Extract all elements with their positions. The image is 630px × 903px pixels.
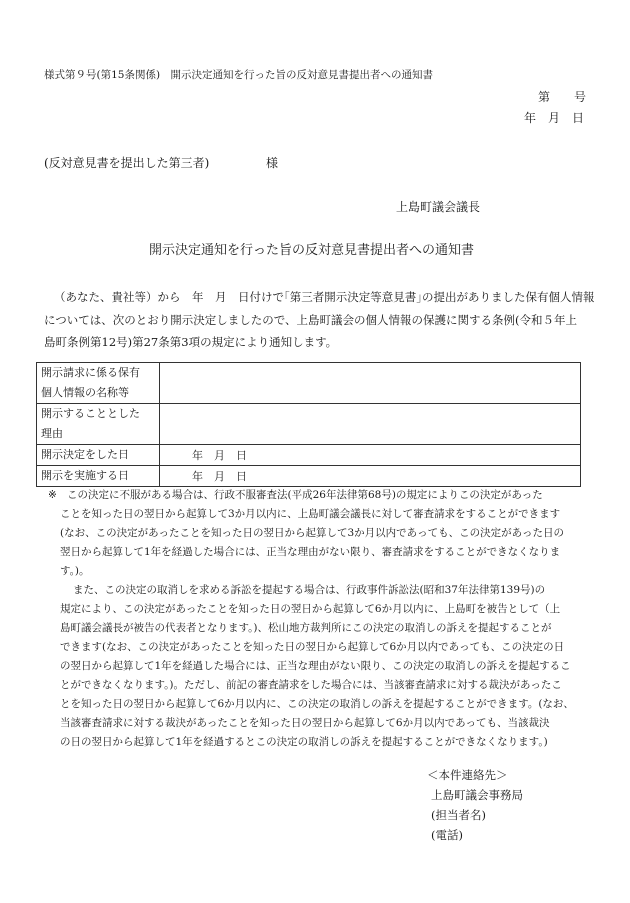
body-line-1: （あなた、貴社等）から 年 月 日付けで｢第三者開示決定等意見書｣の提出がありました保有個人情報 (54, 290, 595, 304)
table-label-line: 開示することとした (41, 407, 140, 420)
note-line: 当該審査請求に対する裁決があったことを知った日の翌日から起算して6か月以内であっても、当該裁決 (60, 717, 550, 729)
document-title: 開示決定通知を行った旨の反対意見書提出者への通知書 (149, 243, 475, 258)
table-value (160, 363, 581, 404)
note-line: とを知った日の翌日から起算して6か月以内に、この決定の取消しの訴えを提起することができます。(なお、 (60, 698, 574, 710)
note-line: 島町議会議長が被告の代表者となります。)、松山地方裁判所にこの決定の取消しの訴えを提起することが (60, 622, 552, 634)
contact-heading: ＜本件連絡先＞ (427, 768, 508, 782)
note-line: できます(なお、この決定があったことを知った日の翌日から起算して6か月以内であっても、この決定の日 (60, 641, 565, 653)
table-row (37, 445, 581, 466)
contact-office: 上島町議会事務局 (431, 788, 523, 802)
table-value (160, 404, 581, 445)
table-label-line: 開示請求に係る保有 (41, 366, 140, 379)
note-line: とができなくなります。)。ただし、前記の審査請求をした場合には、当該審査請求に対する裁決があったこ (60, 679, 562, 691)
contact-phone: (電話) (431, 828, 463, 842)
note-line: また、この決定の取消しを求める訴訟を提起する場合は、行政事件訴訟法(昭和37年法律第139号)の (73, 584, 546, 596)
addressee-honorific: 様 (266, 156, 279, 170)
note-line: ことを知った日の翌日から起算して3か月以内に、上島町議会議長に対して審査請求をすることができます (60, 508, 561, 520)
addressee-name: (反対意見書を提出した第三者) (44, 156, 210, 170)
table-label: 開示決定をした日 (37, 445, 160, 466)
sender-name: 上島町議会議長 (396, 200, 481, 214)
note-line: 規定により、この決定があったことを知った日の翌日から起算して6か月以内に、上島町を被告として（上 (60, 603, 561, 615)
table-row (37, 363, 581, 404)
note-mark: ※ (48, 489, 57, 501)
disclosure-table (36, 362, 581, 487)
table-value: 年 月 日 (160, 445, 581, 466)
table-label: 開示を実施する日 (37, 466, 160, 487)
note-line: の翌日から起算して1年を経過した場合には、正当な理由がない限り、この決定の取消しの訴えを提起するこ (60, 660, 571, 672)
table-label-line: 個人情報の名称等 (41, 386, 129, 399)
form-label: 様式第９号(第15条関係) 開示決定通知を行った旨の反対意見書提出者への通知書 (44, 69, 434, 81)
note-line: の日の翌日から起算して1年を経過するとこの決定の取消しの訴えを提起することができなくなります。) (60, 736, 548, 748)
number-line: 第 号 (538, 90, 587, 104)
body-line-2: については、次のとおり開示決定しましたので、上島町議会の個人情報の保護に関する条例(令和５年上 (44, 313, 578, 327)
contact-person: (担当者名) (431, 808, 486, 822)
note-line: 翌日から起算して1年を経過した場合には、正当な理由がない限り、審査請求をすることができなくなりま (60, 546, 561, 558)
table-value: 年 月 日 (160, 466, 581, 487)
table-row (37, 466, 581, 487)
table-label-line: 理由 (41, 427, 63, 440)
note-line: この決定に不服がある場合は、行政不服審査法(平成26年法律第68号)の規定によりこの決定があった (67, 489, 543, 501)
date-line: 年 月 日 (524, 111, 585, 125)
table-row (37, 404, 581, 445)
table-label (37, 404, 160, 445)
body-line-3: 島町条例第12号)第27条第3項の規定により通知します。 (44, 335, 338, 349)
table-label (37, 363, 160, 404)
note-line: (なお、この決定があったことを知った日の翌日から起算して3か月以内であっても、この決定があった日の (60, 527, 564, 539)
note-line: す。)。 (60, 565, 90, 577)
